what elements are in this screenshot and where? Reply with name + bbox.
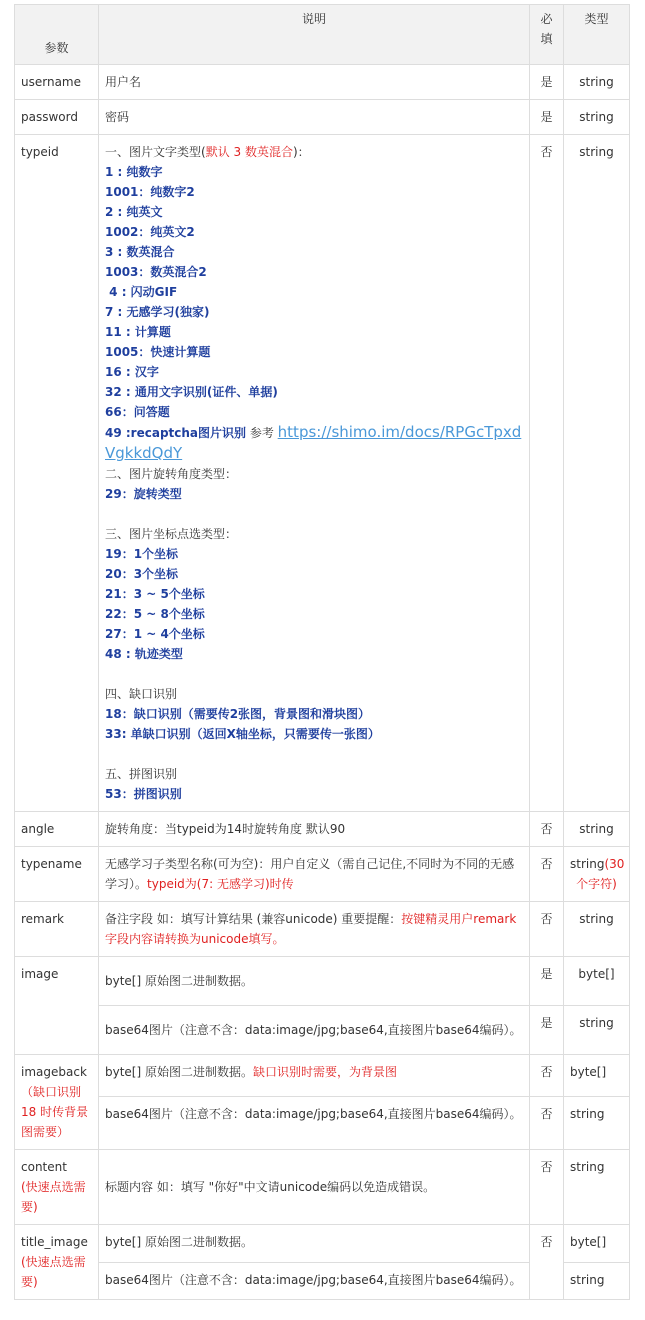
param-name: username bbox=[15, 65, 99, 100]
type-item: 20：3个坐标 bbox=[105, 567, 179, 581]
type-item: 27：1 ~ 4个坐标 bbox=[105, 627, 205, 641]
type-item: 1003：数英混合2 bbox=[105, 265, 207, 279]
param-desc: byte[] 原始图二进制数据。 bbox=[99, 957, 530, 1006]
type-item: 32 : 通用文字识别(证件、单据) bbox=[105, 385, 278, 399]
table-row bbox=[15, 1150, 630, 1225]
param-name-note: (快速点选需要) bbox=[21, 1255, 86, 1289]
type-item: 4 : 闪动GIF bbox=[105, 285, 178, 299]
type-item: 33: 单缺口识别（返回X轴坐标，只需要传一张图） bbox=[105, 727, 380, 741]
param-required: 否 bbox=[530, 1150, 564, 1225]
param-name-text: content bbox=[21, 1160, 67, 1174]
spacer bbox=[105, 744, 523, 764]
param-desc: 标题内容 如：填写 "你好"中文请unicode编码以免造成错误。 bbox=[99, 1150, 530, 1225]
spacer bbox=[105, 664, 523, 684]
header-param: 参数 bbox=[15, 5, 99, 65]
section-title: 三、图片坐标点选类型： bbox=[105, 527, 238, 541]
param-type bbox=[564, 847, 630, 902]
param-desc: base64图片（注意不含：data:image/jpg;base64,直接图片base64编码）。 bbox=[99, 1006, 530, 1055]
param-type: byte[] bbox=[564, 1225, 630, 1263]
desc-note: 缺口识别时需要，为背景图 bbox=[253, 1065, 398, 1079]
type-item bbox=[105, 422, 523, 464]
section-title: 二、图片旋转角度类型： bbox=[105, 467, 238, 481]
type-item: 18：缺口识别（需要传2张图，背景图和滑块图） bbox=[105, 707, 371, 721]
type-item: 3 : 数英混合 bbox=[105, 245, 175, 259]
param-name: typename bbox=[15, 847, 99, 902]
param-desc bbox=[99, 135, 530, 812]
param-name bbox=[15, 1150, 99, 1225]
desc-note: 按键精灵用户remark字段内容请转换为unicode填写。 bbox=[105, 912, 517, 946]
table-row bbox=[15, 100, 630, 135]
param-name: password bbox=[15, 100, 99, 135]
section-title-tail: )： bbox=[292, 145, 310, 159]
param-type: string bbox=[564, 1006, 630, 1055]
param-name: image bbox=[15, 957, 99, 1055]
table-header-row bbox=[15, 5, 630, 65]
param-required: 是 bbox=[530, 1006, 564, 1055]
header-desc: 说明 bbox=[99, 5, 530, 65]
table-row bbox=[15, 65, 630, 100]
spacer bbox=[105, 504, 523, 524]
type-item: 1002：纯英文2 bbox=[105, 225, 195, 239]
desc-note: typeid为(7: 无感学习)时传 bbox=[147, 877, 294, 891]
type-item: 7 : 无感学习(独家) bbox=[105, 305, 210, 319]
param-desc bbox=[99, 1055, 530, 1097]
desc-text: byte[] 原始图二进制数据。 bbox=[105, 1065, 253, 1079]
param-name-note: （缺口识别18 时传背景图需要） bbox=[21, 1085, 89, 1139]
table-row bbox=[15, 1006, 630, 1055]
param-type: string bbox=[564, 135, 630, 812]
param-name bbox=[15, 1225, 99, 1300]
param-type: byte[] bbox=[564, 957, 630, 1006]
param-desc bbox=[99, 847, 530, 902]
param-name: typeid bbox=[15, 135, 99, 812]
section-title bbox=[105, 142, 523, 162]
type-item: 48 : 轨迹类型 bbox=[105, 647, 183, 661]
param-type: string bbox=[564, 1150, 630, 1225]
table-row bbox=[15, 1097, 630, 1150]
type-item: 29：旋转类型 bbox=[105, 487, 182, 501]
api-params-table bbox=[14, 4, 630, 1300]
param-name: remark bbox=[15, 902, 99, 957]
table-row bbox=[15, 902, 630, 957]
table-row bbox=[15, 847, 630, 902]
param-type: string bbox=[564, 100, 630, 135]
param-name-text: title_image bbox=[21, 1235, 88, 1249]
param-type: string bbox=[564, 65, 630, 100]
type-item: 1005：快速计算题 bbox=[105, 345, 211, 359]
section-title: 四、缺口识别 bbox=[105, 687, 178, 701]
type-item: 21：3 ~ 5个坐标 bbox=[105, 587, 205, 601]
param-desc: byte[] 原始图二进制数据。 bbox=[99, 1225, 530, 1263]
default-note: 默认 3 数英混合 bbox=[205, 145, 293, 159]
type-note: (30个字符) bbox=[576, 857, 625, 891]
header-type: 类型 bbox=[564, 5, 630, 65]
type-item: 22：5 ~ 8个坐标 bbox=[105, 607, 205, 621]
param-required: 否 bbox=[530, 812, 564, 847]
param-name-note: (快速点选需要) bbox=[21, 1180, 86, 1214]
section-title-text: 一、图片文字类型( bbox=[105, 145, 206, 159]
desc-text: 无感学习子类型名称(可为空)：用户自定义（需自己记住,不同时为不同的无感学习）。 bbox=[105, 857, 515, 891]
type-item: 53：拼图识别 bbox=[105, 787, 182, 801]
type-text: string bbox=[570, 857, 605, 871]
param-required: 否 bbox=[530, 135, 564, 812]
param-required: 是 bbox=[530, 65, 564, 100]
param-desc: base64图片（注意不含：data:image/jpg;base64,直接图片base64编码）。 bbox=[99, 1262, 530, 1300]
type-item: 1 : 纯数字 bbox=[105, 165, 163, 179]
type-item-label: 49 :recaptcha图片识别 bbox=[105, 426, 247, 440]
header-required: 必填 bbox=[530, 5, 564, 65]
param-required: 是 bbox=[530, 100, 564, 135]
param-type: string bbox=[564, 902, 630, 957]
type-item: 19：1个坐标 bbox=[105, 547, 179, 561]
desc-text: 备注字段 如：填写计算结果 (兼容unicode) 重要提醒： bbox=[105, 912, 402, 926]
table-row bbox=[15, 957, 630, 1006]
type-item: 2 : 纯英文 bbox=[105, 205, 163, 219]
param-desc: 旋转角度：当typeid为14时旋转角度 默认90 bbox=[99, 812, 530, 847]
type-item: 11 : 计算题 bbox=[105, 325, 171, 339]
param-name: angle bbox=[15, 812, 99, 847]
table-row bbox=[15, 135, 630, 812]
param-type: string bbox=[564, 1097, 630, 1150]
table-row bbox=[15, 1055, 630, 1097]
section-title: 五、拼图识别 bbox=[105, 767, 178, 781]
param-name bbox=[15, 1055, 99, 1150]
table-row bbox=[15, 1225, 630, 1263]
type-item: 1001：纯数字2 bbox=[105, 185, 195, 199]
param-type: string bbox=[564, 1262, 630, 1300]
param-required: 否 bbox=[530, 847, 564, 902]
param-desc: 用户名 bbox=[99, 65, 530, 100]
param-desc: 密码 bbox=[99, 100, 530, 135]
type-item: 66：问答题 bbox=[105, 405, 170, 419]
param-type: string bbox=[564, 812, 630, 847]
param-required: 是 bbox=[530, 957, 564, 1006]
param-required: 否 bbox=[530, 1097, 564, 1150]
param-required: 否 bbox=[530, 1055, 564, 1097]
param-required: 否 bbox=[530, 902, 564, 957]
reference-label: 参考 bbox=[246, 426, 278, 440]
param-name-text: imageback bbox=[21, 1065, 87, 1079]
param-type: byte[] bbox=[564, 1055, 630, 1097]
param-required: 否 bbox=[530, 1225, 564, 1300]
type-item: 16 : 汉字 bbox=[105, 365, 159, 379]
param-desc: base64图片（注意不含：data:image/jpg;base64,直接图片base64编码）。 bbox=[99, 1097, 530, 1150]
param-desc bbox=[99, 902, 530, 957]
docs-link[interactable]: https://shimo.im/docs/RPGcTpxdVgkkdQdY bbox=[105, 423, 522, 462]
table-row bbox=[15, 812, 630, 847]
